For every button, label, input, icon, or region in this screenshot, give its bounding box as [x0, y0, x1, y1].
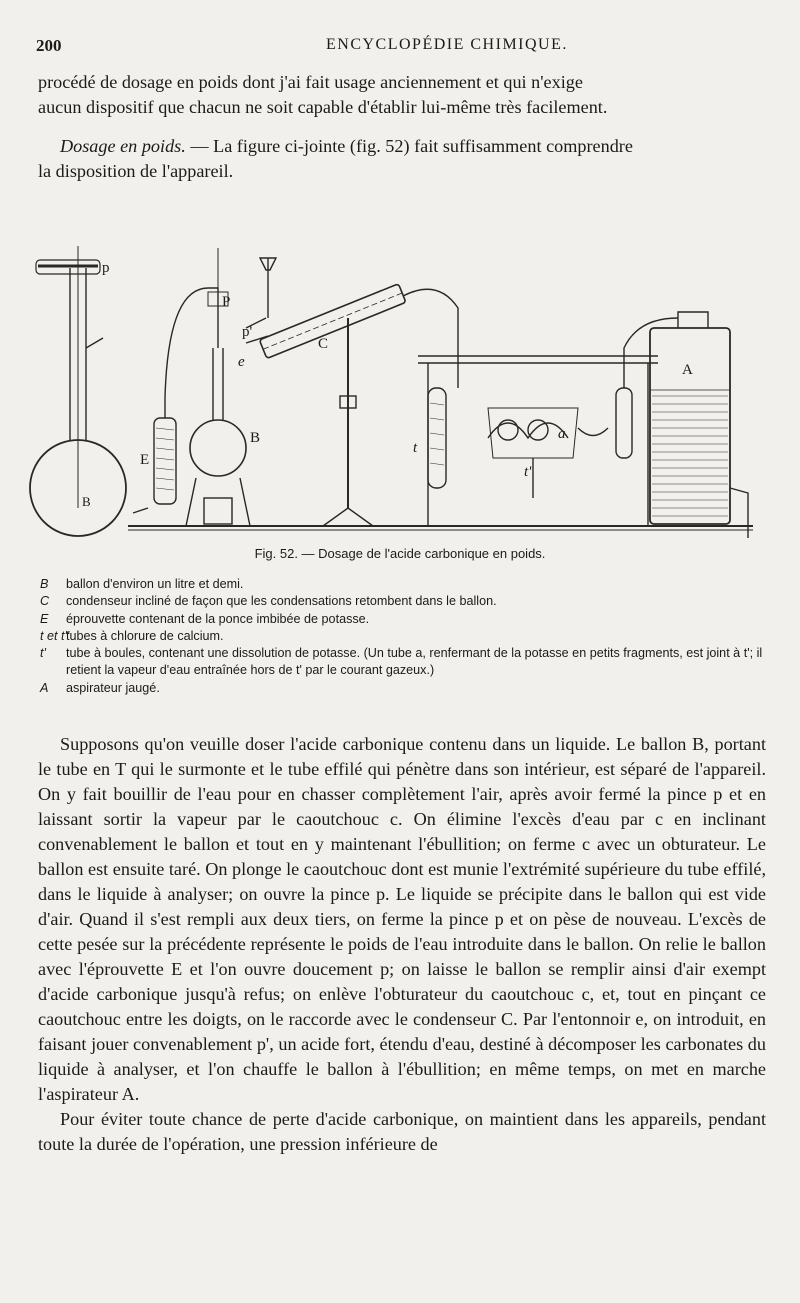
- aspirateur-A: [650, 328, 730, 524]
- legend-key: C: [40, 594, 50, 609]
- legend-key: t et t'': [40, 628, 70, 643]
- label-p-prime: p': [242, 324, 253, 340]
- apparatus-drawing: [18, 208, 760, 544]
- label-B-flask: B: [250, 430, 261, 446]
- intro-line-1: procédé de dosage en poids dont j'ai fait usage anciennement et qui n'exige: [38, 72, 583, 92]
- boiling-flask: [190, 420, 246, 476]
- section-heading-line: [38, 134, 766, 159]
- legend-key: t': [40, 646, 46, 661]
- label-A: A: [682, 362, 693, 378]
- label-P: P: [222, 294, 231, 310]
- main-text: [38, 732, 766, 1157]
- side-tube-c: [86, 338, 103, 348]
- legend-item: [40, 645, 768, 680]
- intro-line-4: la disposition de l'appareil.: [38, 161, 234, 181]
- label-p: p: [102, 260, 110, 276]
- apparatus-figure: [18, 208, 760, 544]
- tube-a: [578, 428, 608, 436]
- legend-item: [40, 593, 768, 610]
- label-E: E: [140, 452, 150, 468]
- legend-key: B: [40, 577, 49, 591]
- legend-item: [40, 611, 768, 628]
- paragraph-1: Supposons qu'on veuille doser l'acide carbonique contenu dans un liquide. Le ballon B, portant le tube en T qui le surmonte et le tube effilé qui pénètre dans son intérieur, est séparé de l'appareil. On y fait bouillir de l'eau pour en chasser complètement l'air, après avoir fermé la pince p et en laissant sortir la vapeur par le caoutchouc c. On élimine l'excès d'eau par c en inclinant convenablement le ballon et tout en y maintenant l'ébullition; on ferme c avec un obturateur. Le ballon est ensuite taré. On plonge le caoutchouc dont est munie l'extrémité supérieure du tube effilé, dans le liquide à analyser; on ouvre la pince p. Le liquide se précipite dans le ballon qui est vide d'air. Quand il s'est rempli aux deux tiers, on ferme la pince p et on pèse de nouveau. L'excès de cette pesée sur la précédente représente le poids de l'eau introduite dans le ballon. On relie le ballon avec l'éprouvette E et l'on ouvre doucement p; on laisse le ballon se remplir ainsi d'air exempt d'acide carbonique jusqu'à refus; on enlève l'obturateur du caoutchouc c, et, tout en pinçant ce caoutchouc entre les doigts, on le raccorde avec le condenseur C. Par l'entonnoir e, on introduit, en faisant jouer convenablement p', un acide fort, étendu d'eau, destiné à décomposer les carbonates du liquide à analyser, et l'on chauffe le ballon à l'ébullition; en même temps, on met en marche l'aspirateur A.: [38, 734, 766, 1104]
- page-number: 200: [36, 36, 62, 55]
- figure-caption: Fig. 52. — Dosage de l'acide carbonique en poids.: [254, 546, 546, 561]
- small-table: [418, 356, 658, 526]
- burner: [204, 498, 232, 524]
- legend-text: tubes à chlorure de calcium.: [66, 628, 224, 643]
- page-header: [36, 36, 766, 62]
- legend-item: [40, 680, 768, 697]
- paragraph-2: Pour éviter toute chance de perte d'acide carbonique, on maintient dans les appareils, pendant toute la durée de l'opération, une pression inférieure de: [38, 1109, 766, 1154]
- legend-text: éprouvette contenant de la ponce imbibée de potasse.: [66, 611, 370, 626]
- section-title: Dosage en poids.: [60, 136, 186, 156]
- eprouvette-E: [154, 418, 176, 504]
- legend-item: [40, 628, 768, 645]
- intro-text: [38, 70, 766, 184]
- legend-item: [40, 576, 768, 593]
- intro-line-2: aucun dispositif que chacun ne soit capable d'établir lui-même très facilement.: [38, 97, 608, 117]
- legend-text: ballon d'environ un litre et demi.: [66, 577, 244, 591]
- legend-text: aspirateur jaugé.: [66, 680, 160, 695]
- figure-legend: [40, 576, 768, 697]
- legend-text: condenseur incliné de façon que les condensations retombent dans le ballon.: [66, 594, 497, 609]
- legend-key: E: [40, 611, 49, 626]
- label-t-prime: t': [524, 464, 532, 480]
- label-B-ballon: B: [82, 494, 91, 509]
- tube-E-to-B: [165, 288, 218, 418]
- running-title: ENCYCLOPÉDIE CHIMIQUE.: [326, 36, 568, 53]
- legend-text: tube à boules, contenant une dissolution de potasse. (Un tube a, renfermant de la potasse en petits fragments, est joint à t'; il retient la vapeur d'eau entraînée hors de t' par le courant gazeux.): [66, 646, 763, 678]
- label-C: C: [318, 336, 329, 352]
- flask-stand: [186, 478, 250, 526]
- tube-t-double-prime: [616, 388, 632, 458]
- label-a: a: [558, 426, 566, 442]
- label-e: e: [238, 354, 245, 370]
- legend-key: A: [40, 680, 49, 695]
- tube-to-t: [403, 289, 458, 388]
- section-text: — La figure ci-jointe (fig. 52) fait suffisamment comprendre: [185, 136, 633, 156]
- condenseur-C: [259, 284, 406, 359]
- label-t: t: [413, 440, 418, 456]
